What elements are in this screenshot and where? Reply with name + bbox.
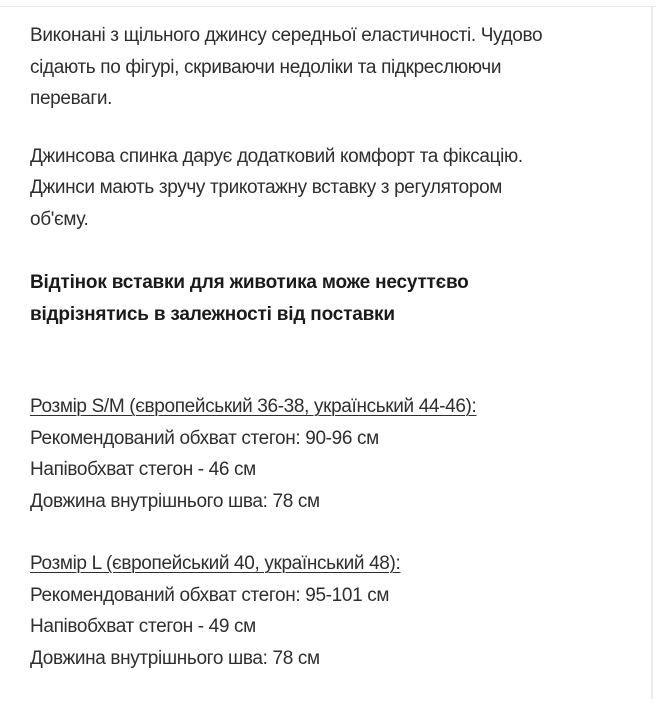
right-border <box>651 6 653 699</box>
inseam-length: Довжина внутрішнього шва: 78 см <box>30 490 320 512</box>
description-paragraph-fabric <box>30 20 645 115</box>
text-line: переваги. <box>30 88 113 109</box>
text-line: Відтінок вставки для животика може несуттєво <box>30 272 469 293</box>
text-line: об'єму. <box>30 208 89 230</box>
half-hip: Напівобхват стегон - 49 см <box>30 616 256 637</box>
inseam-length: Довжина внутрішнього шва: 78 см <box>30 647 320 669</box>
insert-shade-note <box>30 267 645 331</box>
text-line: Джинси мають зручу трикотажну вставку з регулятором <box>30 177 503 198</box>
half-hip: Напівобхват стегон - 46 см <box>30 459 256 480</box>
text-line: сідають по фігурі, скриваючи недоліки та підкреслюючи <box>30 56 502 78</box>
hip-circumference: Рекомендований обхват стегон: 95-101 см <box>30 584 390 606</box>
top-divider <box>0 6 656 7</box>
product-description <box>30 20 645 705</box>
size-title: Розмір S/M (європейський 36-38, український 44-46): <box>30 396 477 417</box>
description-paragraph-comfort <box>30 141 645 236</box>
text-line: Джинсова спинка дарує додатковий комфорт та фіксацію. <box>30 145 523 167</box>
size-block-l <box>30 548 645 674</box>
hip-circumference: Рекомендований обхват стегон: 90-96 см <box>30 427 379 449</box>
text-line: відрізнятись в залежності від поставки <box>30 304 395 325</box>
size-title: Розмір L (європейський 40, український 48): <box>30 553 401 574</box>
text-line: Виконані з щільного джинсу середньої еластичності. Чудово <box>30 25 543 46</box>
size-block-sm <box>30 391 645 517</box>
